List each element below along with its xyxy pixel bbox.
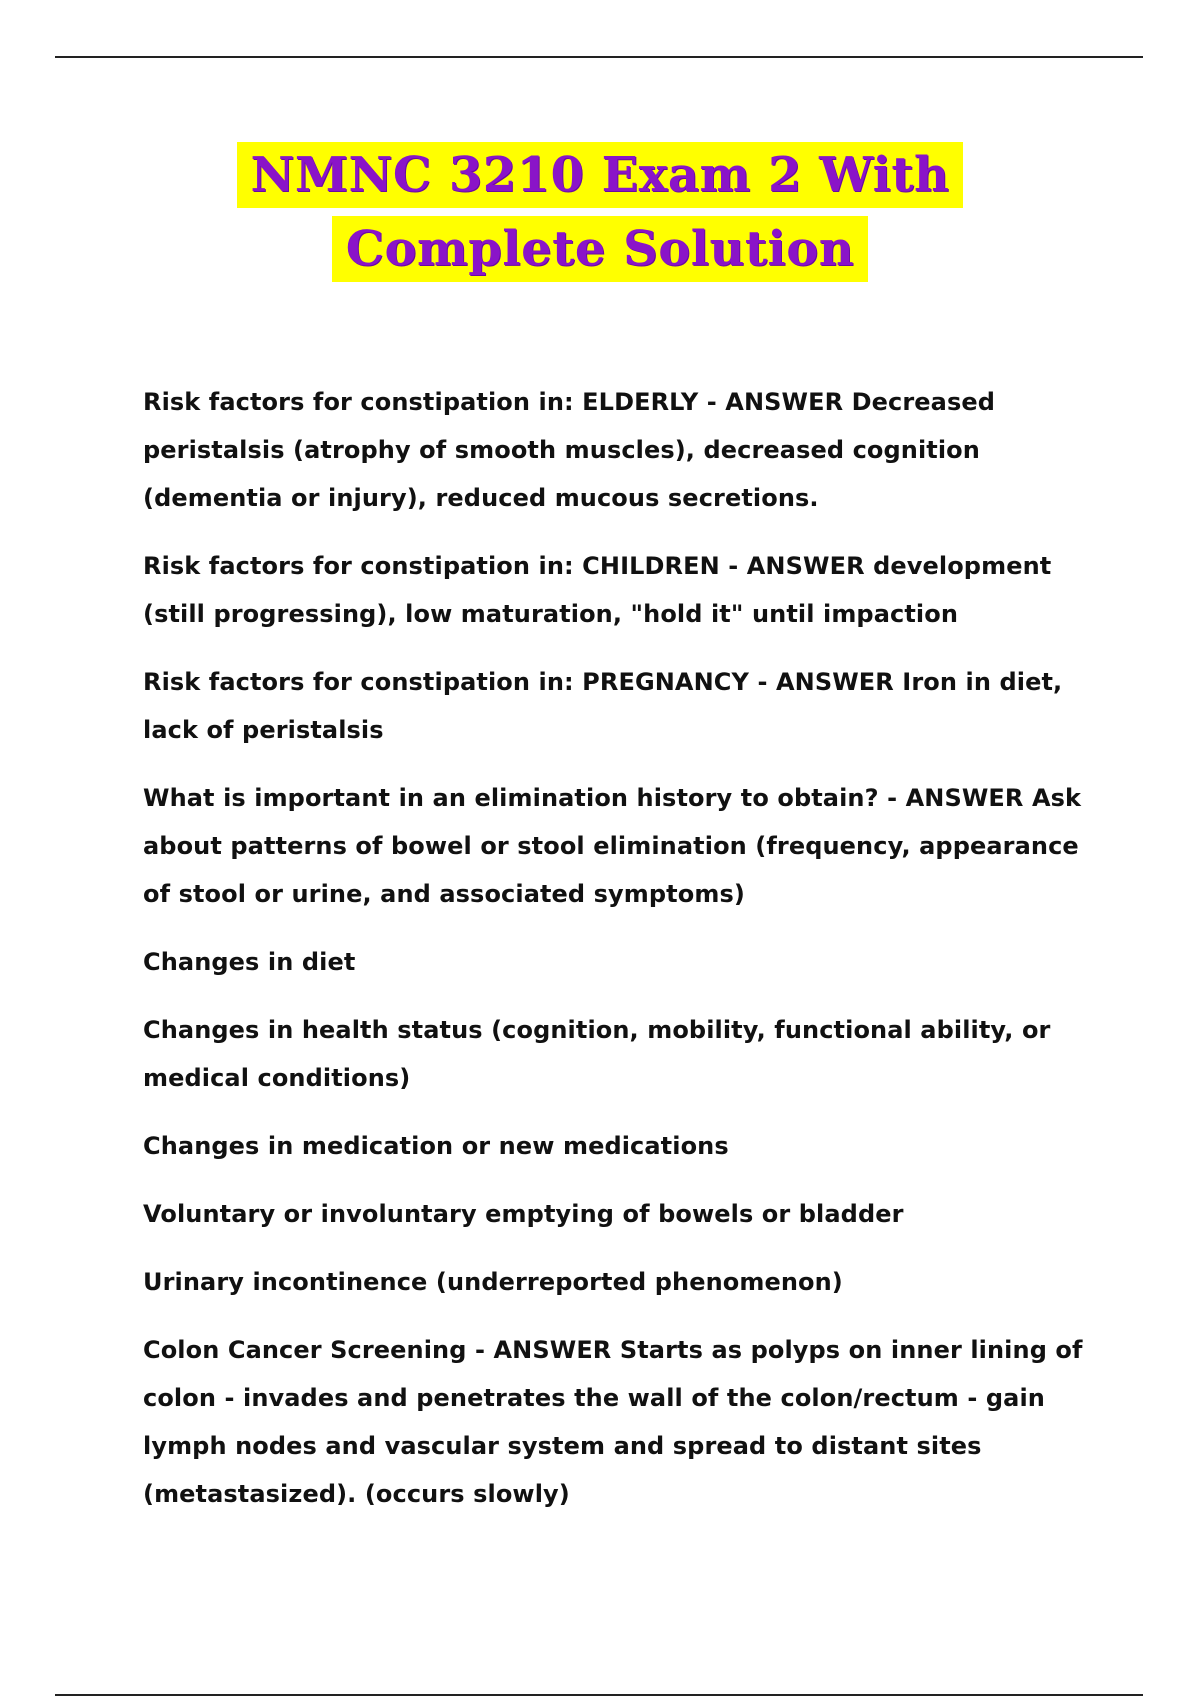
paragraph-colon-cancer: Colon Cancer Screening - ANSWER Starts as polyps on inner lining of colon - invades and penetrates the wall of the colon/rectum - gain lymph nodes and vascular system and spread to distant sites (metastasized). (occurs slowly) [143, 1336, 1083, 1508]
paragraph-pregnancy: Risk factors for constipation in: PREGNANCY - ANSWER Iron in diet, lack of peristalsis [143, 668, 1063, 744]
paragraph-emptying: Voluntary or involuntary emptying of bowels or bladder [143, 1200, 904, 1228]
document-title [0, 142, 1200, 282]
bottom-rule [55, 1694, 1143, 1696]
paragraph-elimination-history: What is important in an elimination history to obtain? - ANSWER Ask about patterns of bowel or stool elimination (frequency, appearance of stool or urine, and associated symptoms) [143, 784, 1082, 908]
paragraph-changes-medication: Changes in medication or new medications [143, 1132, 729, 1160]
document-body [143, 378, 1093, 1538]
paragraph-incontinence: Urinary incontinence (underreported phenomenon) [143, 1268, 843, 1296]
paragraph-elderly: Risk factors for constipation in: ELDERLY - ANSWER Decreased peristalsis (atrophy of smooth muscles), decreased cognition (dementia or injury), reduced mucous secretions. [143, 388, 995, 512]
title-line-2: Complete Solution [332, 216, 868, 282]
paragraph-changes-diet: Changes in diet [143, 948, 356, 976]
title-line-1: NMNC 3210 Exam 2 With [237, 142, 964, 208]
paragraph-children: Risk factors for constipation in: CHILDREN - ANSWER development (still progressing), low maturation, "hold it" until impaction [143, 552, 1052, 628]
paragraph-changes-health: Changes in health status (cognition, mobility, functional ability, or medical conditions) [143, 1016, 1051, 1092]
top-rule [55, 56, 1143, 58]
